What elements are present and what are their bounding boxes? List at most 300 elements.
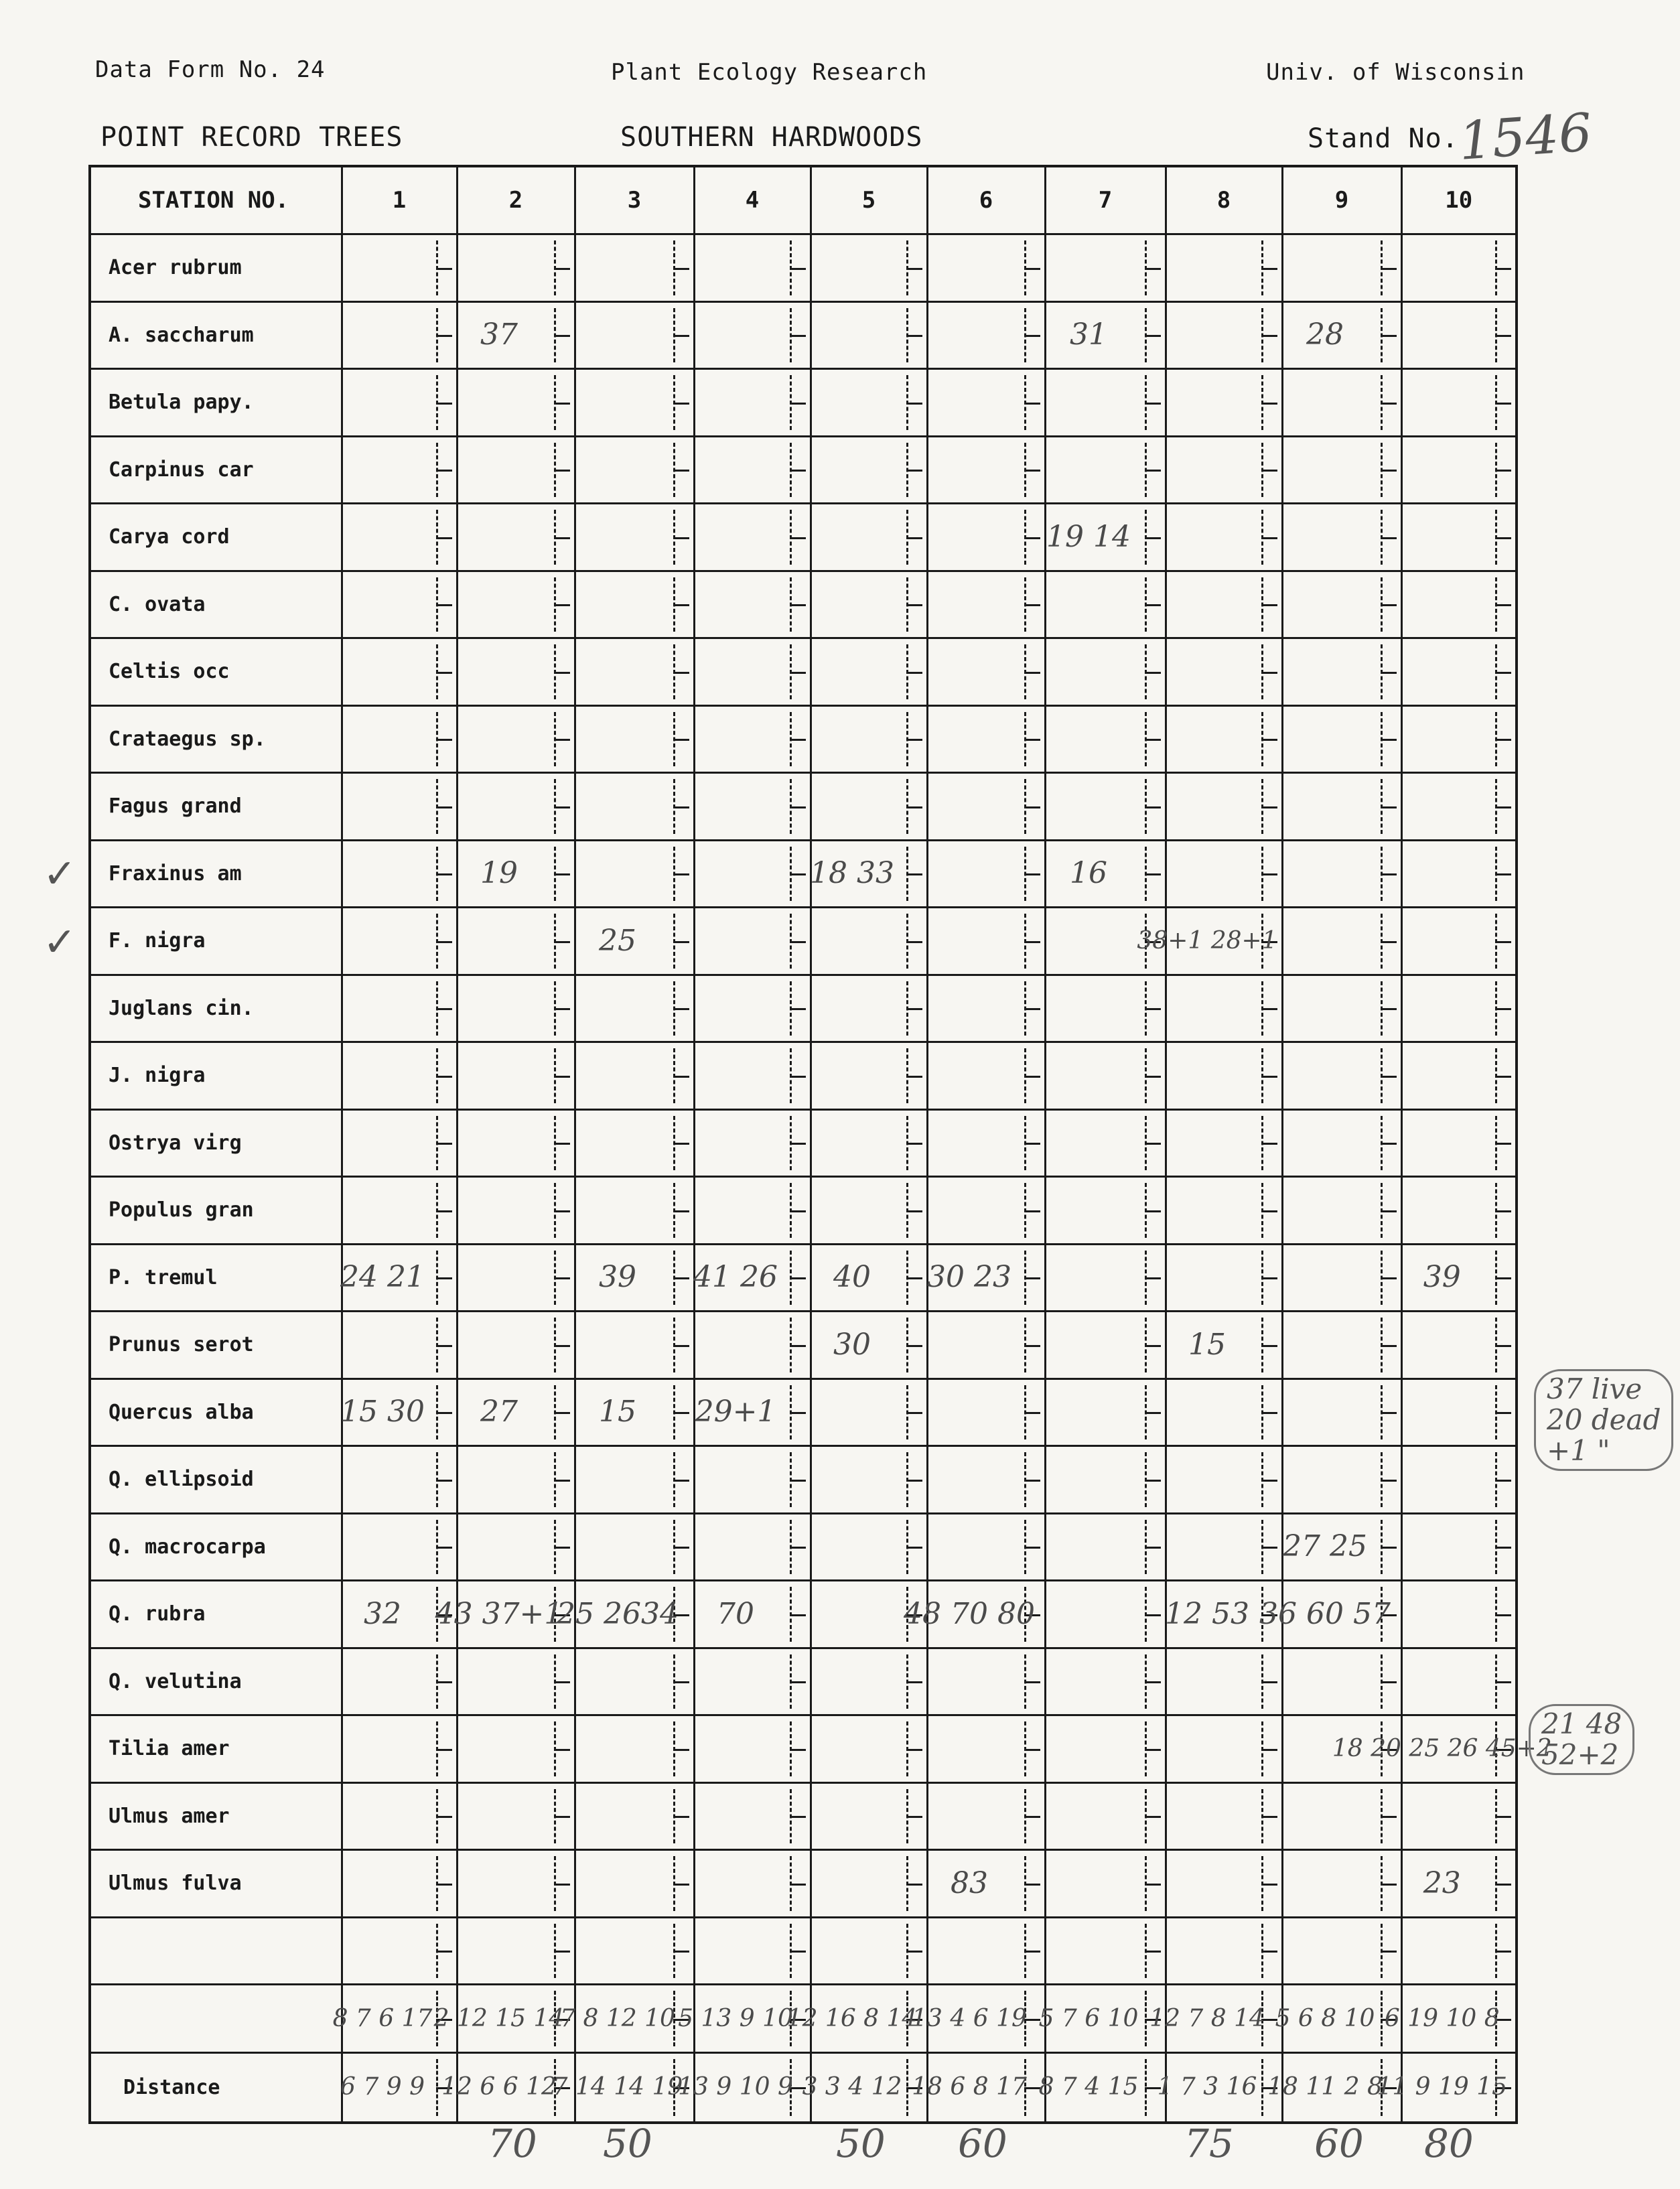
record-cell [1166, 638, 1282, 706]
record-cell [1045, 1446, 1166, 1514]
record-cell [1166, 773, 1282, 841]
species-name: Carya cord [90, 504, 342, 571]
tick-mark [423, 981, 458, 1036]
tick-mark [1248, 308, 1283, 363]
record-cell [575, 1513, 694, 1581]
tick-mark [1131, 1385, 1166, 1440]
record-cell [1045, 840, 1166, 908]
station-number: 2 [457, 166, 575, 234]
subtotal-row [90, 1985, 1517, 2053]
record-cell [457, 1379, 575, 1446]
tick-mark [1011, 1048, 1046, 1103]
tick-mark [1011, 1385, 1046, 1440]
tick-mark [776, 240, 811, 295]
tick-mark [1367, 1251, 1402, 1305]
tick-mark [1011, 712, 1046, 767]
tick-mark [1482, 847, 1517, 902]
record-cell [1282, 1917, 1401, 1985]
record-cell [1401, 1513, 1517, 1581]
margin-note-line: 52+2 [1541, 1738, 1619, 1771]
record-cell [811, 773, 927, 841]
record-cell [1166, 234, 1282, 302]
handwritten-value: 32 [364, 1596, 401, 1631]
margin-note-tilia [1529, 1704, 1634, 1775]
tick-mark [1482, 577, 1517, 632]
record-cell [1166, 1917, 1282, 1985]
tick-mark [1131, 981, 1166, 1036]
forest-type: SOUTHERN HARDWOODS [620, 122, 923, 153]
record-cell [342, 1177, 457, 1245]
species-name: Q. velutina [90, 1648, 342, 1715]
handwritten-value: 5 13 9 10 [678, 2004, 793, 2032]
tick-mark [1367, 1520, 1402, 1575]
record-cell [342, 975, 457, 1042]
record-cell [1401, 234, 1517, 302]
tick-mark [660, 1318, 695, 1372]
record-cell [1401, 773, 1517, 841]
record-cell [811, 369, 927, 437]
tick-mark [1482, 1520, 1517, 1575]
tick-mark [776, 1721, 811, 1776]
tick-mark [1367, 1856, 1402, 1911]
record-cell [1045, 1648, 1166, 1715]
tick-mark [1367, 644, 1402, 699]
species-row [90, 840, 1517, 908]
record-cell [1401, 975, 1517, 1042]
tick-mark [1248, 1318, 1283, 1372]
record-cell [342, 1379, 457, 1446]
record-cell [342, 1244, 457, 1312]
tick-mark [1131, 240, 1166, 295]
record-cell [1401, 1782, 1517, 1850]
record-cell [1401, 1648, 1517, 1715]
record-cell [694, 1715, 811, 1783]
species-row [90, 975, 1517, 1042]
record-cell [694, 1177, 811, 1245]
record-cell [1166, 1042, 1282, 1110]
record-cell [560, 1985, 694, 2053]
tick-mark [423, 1452, 458, 1507]
handwritten-value: 19 14 [1046, 519, 1131, 554]
record-cell [694, 1379, 811, 1446]
record-cell [1166, 504, 1282, 571]
record-cell [694, 638, 811, 706]
tick-mark [660, 644, 695, 699]
record-cell [694, 1312, 811, 1379]
tick-mark [541, 1452, 575, 1507]
tick-mark [1367, 914, 1402, 969]
tick-mark [1131, 375, 1166, 430]
handwritten-value: 41 26 [693, 1260, 778, 1295]
station-header-row [90, 166, 1517, 234]
tick-mark [1248, 1385, 1283, 1440]
species-row [90, 234, 1517, 302]
tick-mark [1248, 712, 1283, 767]
species-row [90, 1042, 1517, 1110]
record-cell [1282, 908, 1401, 975]
record-cell [694, 1446, 811, 1514]
record-cell [1401, 638, 1517, 706]
species-row [90, 301, 1517, 369]
handwritten-value: 30 [833, 1327, 871, 1362]
organization: Plant Ecology Research [611, 59, 928, 86]
tick-mark [423, 1183, 458, 1238]
tick-mark [660, 1789, 695, 1844]
record-cell [1401, 1917, 1517, 1985]
record-cell [811, 1917, 927, 1985]
record-cell [457, 1446, 575, 1514]
record-cell [811, 638, 927, 706]
record-cell [694, 773, 811, 841]
species-row [90, 773, 1517, 841]
tick-mark [1248, 1924, 1283, 1979]
record-cell [927, 773, 1045, 841]
record-cell [811, 705, 927, 773]
record-cell [927, 1917, 1045, 1985]
tick-mark [1248, 847, 1283, 902]
tick-mark [423, 1048, 458, 1103]
record-cell [1166, 1850, 1282, 1918]
record-cell [912, 2053, 1045, 2123]
tick-mark [1248, 510, 1283, 565]
record-cell [575, 234, 694, 302]
handwritten-value: 5 6 8 10 [1275, 2004, 1375, 2032]
record-cell [575, 1850, 694, 1918]
tick-mark [776, 981, 811, 1036]
tick-mark [893, 1924, 928, 1979]
tick-mark [893, 712, 928, 767]
species-row [90, 1782, 1517, 1850]
record-cell [342, 1917, 457, 1985]
record-cell [342, 705, 457, 773]
species-name: C. ovata [90, 571, 342, 638]
tick-mark [893, 1048, 928, 1103]
record-cell [1282, 436, 1401, 504]
record-cell [575, 1177, 694, 1245]
record-cell [1282, 1244, 1401, 1312]
margin-note-line: 37 live [1547, 1372, 1642, 1405]
handwritten-value: 27 [480, 1395, 518, 1429]
tick-mark [423, 1721, 458, 1776]
handwritten-value: 13 9 10 9 [678, 2073, 793, 2101]
handwritten-value: 37 [480, 317, 518, 352]
handwritten-value: 29+1 [695, 1395, 776, 1429]
handwritten-value: 1 7 3 16 [1157, 2073, 1257, 2101]
tick-mark [1131, 1520, 1166, 1575]
tick-mark [541, 1183, 575, 1238]
record-cell [1332, 1715, 1552, 1783]
record-cell [1401, 504, 1517, 571]
species-row [90, 908, 1517, 975]
record-cell [457, 234, 575, 302]
record-cell [1282, 234, 1401, 302]
tick-mark [776, 644, 811, 699]
tick-mark [541, 240, 575, 295]
record-cell [811, 975, 927, 1042]
tick-mark [541, 308, 575, 363]
tick-mark [541, 1654, 575, 1709]
record-cell [927, 1109, 1045, 1177]
record-cell [575, 773, 694, 841]
species-row [90, 1109, 1517, 1177]
tick-mark [776, 914, 811, 969]
record-cell [1137, 908, 1282, 975]
species-name: Carpinus car [90, 436, 342, 504]
tick-mark [1367, 1789, 1402, 1844]
tick-mark [1131, 510, 1166, 565]
tick-mark [660, 1452, 695, 1507]
tick-mark [541, 1318, 575, 1372]
tick-mark [423, 1654, 458, 1709]
tick-mark [1131, 1789, 1166, 1844]
species-name: Betula papy. [90, 369, 342, 437]
record-cell [927, 840, 1045, 908]
tick-mark [1131, 308, 1166, 363]
tick-mark [776, 443, 811, 498]
record-cell [927, 908, 1045, 975]
record-cell [694, 1917, 811, 1985]
tick-mark [660, 1385, 695, 1440]
species-name: Q. ellipsoid [90, 1446, 342, 1514]
record-cell [1045, 1042, 1166, 1110]
record-cell [811, 1715, 927, 1783]
record-cell [457, 369, 575, 437]
tick-mark [893, 510, 928, 565]
record-cell [811, 1782, 927, 1850]
tick-mark [1367, 779, 1402, 834]
record-cell [694, 975, 811, 1042]
handwritten-value: 5 7 6 10 [1038, 2004, 1139, 2032]
tick-mark [1367, 443, 1402, 498]
record-cell [694, 1513, 811, 1581]
record-cell [1045, 234, 1166, 302]
species-row [90, 1581, 1517, 1648]
record-cell [575, 1782, 694, 1850]
record-cell [457, 436, 575, 504]
record-cell [678, 2053, 811, 2123]
species-row [90, 1177, 1517, 1245]
point-record-table [88, 165, 1552, 2124]
tick-mark [423, 1856, 458, 1911]
record-cell [457, 638, 575, 706]
tick-mark [893, 914, 928, 969]
tick-mark [1011, 1721, 1046, 1776]
tick-mark [1248, 1856, 1283, 1911]
record-cell [1401, 840, 1517, 908]
handwritten-value: 6 19 10 8 [1384, 2004, 1500, 2032]
tick-mark [660, 375, 695, 430]
tick-mark [1248, 981, 1283, 1036]
record-cell [1282, 1446, 1401, 1514]
handwritten-value: 23 [1423, 1865, 1461, 1900]
record-cell [1401, 1042, 1517, 1110]
tick-mark [776, 1048, 811, 1103]
record-cell [1401, 1109, 1517, 1177]
tick-mark [1367, 1385, 1402, 1440]
record-cell [1045, 705, 1166, 773]
record-cell [457, 1244, 575, 1312]
species-row [90, 1379, 1517, 1446]
species-name [90, 1917, 342, 1985]
record-cell [575, 840, 694, 908]
bottom-total: 60 [1314, 2121, 1364, 2166]
species-name: Populus gran [90, 1177, 342, 1245]
record-cell [694, 301, 811, 369]
record-cell [1401, 571, 1517, 638]
record-cell [927, 504, 1045, 571]
checkmark-icon: ✓ [43, 851, 77, 898]
species-row [90, 705, 1517, 773]
record-cell [1045, 1109, 1166, 1177]
tick-mark [1482, 1856, 1517, 1911]
tick-mark [1248, 375, 1283, 430]
tick-mark [660, 1654, 695, 1709]
tick-mark [776, 577, 811, 632]
handwritten-value: 70 [717, 1596, 754, 1631]
species-row [90, 369, 1517, 437]
tick-mark [1131, 1924, 1166, 1979]
handwritten-value: 24 21 [340, 1260, 425, 1295]
bottom-total: 70 [488, 2121, 537, 2166]
tick-mark [1011, 510, 1046, 565]
tick-mark [1482, 712, 1517, 767]
record-cell [811, 1244, 927, 1312]
handwritten-value: 3 3 4 12 [802, 2073, 902, 2101]
record-cell [342, 1042, 457, 1110]
tick-mark [423, 1789, 458, 1844]
species-name: Ulmus amer [90, 1782, 342, 1850]
record-cell [927, 369, 1045, 437]
tick-mark [1011, 1924, 1046, 1979]
tick-mark [893, 1856, 928, 1911]
record-cell [811, 571, 927, 638]
record-cell [1282, 369, 1401, 437]
handwritten-value: 25 [599, 923, 636, 958]
handwritten-value: 12 6 6 12 [441, 2073, 557, 2101]
tick-mark [1131, 1587, 1166, 1642]
record-cell [342, 1715, 457, 1783]
record-cell [1282, 1312, 1401, 1379]
tick-mark [660, 1183, 695, 1238]
tick-mark [1482, 644, 1517, 699]
record-cell [342, 638, 457, 706]
record-cell [811, 1312, 927, 1379]
handwritten-value: 25 2634 [557, 1596, 679, 1631]
record-cell [1166, 1379, 1282, 1446]
tick-mark [423, 1116, 458, 1171]
record-cell [1038, 2053, 1166, 2123]
record-cell [1149, 1985, 1282, 2053]
record-cell [1282, 571, 1401, 638]
record-cell [1045, 1379, 1166, 1446]
tick-mark [541, 443, 575, 498]
species-name: Ulmus fulva [90, 1850, 342, 1918]
tick-mark [893, 240, 928, 295]
tick-mark [893, 1654, 928, 1709]
record-cell [694, 1109, 811, 1177]
tick-mark [423, 443, 458, 498]
tick-mark [1482, 779, 1517, 834]
bottom-total: 60 [958, 2121, 1007, 2166]
tick-mark [541, 712, 575, 767]
station-number: 3 [575, 166, 694, 234]
tick-mark [893, 1116, 928, 1171]
tick-mark [1482, 1251, 1517, 1305]
record-cell [811, 1109, 927, 1177]
record-cell [811, 1177, 927, 1245]
record-cell [457, 1648, 575, 1715]
tick-mark [660, 1048, 695, 1103]
record-cell [342, 436, 457, 504]
tick-mark [1367, 1116, 1402, 1171]
record-cell [1282, 1850, 1401, 1918]
tick-mark [1131, 1452, 1166, 1507]
record-cell [457, 1042, 575, 1110]
tick-mark [1482, 1789, 1517, 1844]
species-name: Fagus grand [90, 773, 342, 841]
record-cell [1166, 1446, 1282, 1514]
record-cell [1401, 1379, 1517, 1446]
record-cell [342, 773, 457, 841]
tick-mark [1248, 1654, 1283, 1709]
record-cell [1157, 2053, 1282, 2123]
tick-mark [1482, 443, 1517, 498]
tick-mark [541, 981, 575, 1036]
tick-mark [893, 981, 928, 1036]
university: Univ. of Wisconsin [1266, 59, 1525, 86]
record-cell [927, 1446, 1045, 1514]
handwritten-value: 36 60 57 [1259, 1596, 1391, 1631]
handwritten-value: 30 23 [927, 1260, 1011, 1295]
tick-mark [1131, 847, 1166, 902]
record-cell [1401, 301, 1517, 369]
tick-mark [1248, 644, 1283, 699]
tick-mark [1248, 1251, 1283, 1305]
tick-mark [776, 308, 811, 363]
tick-mark [1131, 779, 1166, 834]
record-cell [1045, 301, 1166, 369]
tick-mark [1367, 510, 1402, 565]
tick-mark [1131, 443, 1166, 498]
record-cell [1282, 1177, 1401, 1245]
tick-mark [541, 1385, 575, 1440]
tick-mark [1482, 1452, 1517, 1507]
record-cell [342, 504, 457, 571]
record-cell [1401, 1446, 1517, 1514]
handwritten-value: 18 20 25 26 45+2 [1332, 1734, 1552, 1762]
record-cell [1401, 1581, 1517, 1648]
tick-mark [541, 510, 575, 565]
tick-mark [423, 1520, 458, 1575]
record-cell [575, 504, 694, 571]
handwritten-value: 12 7 8 14 [1149, 2004, 1265, 2032]
record-cell [811, 1042, 927, 1110]
record-cell [1166, 1109, 1282, 1177]
tick-mark [1011, 1654, 1046, 1709]
tick-mark [1367, 1452, 1402, 1507]
tick-mark [1131, 1654, 1166, 1709]
margin-note-line: +1 " [1547, 1434, 1610, 1467]
tick-mark [776, 375, 811, 430]
tick-mark [423, 914, 458, 969]
handwritten-value: 19 [480, 856, 518, 891]
station-number: 8 [1166, 166, 1282, 234]
record-cell [1401, 1244, 1517, 1312]
form-number: Data Form No. 24 [95, 56, 326, 83]
tick-mark [1248, 1789, 1283, 1844]
record-cell [457, 1312, 575, 1379]
record-cell [927, 301, 1045, 369]
